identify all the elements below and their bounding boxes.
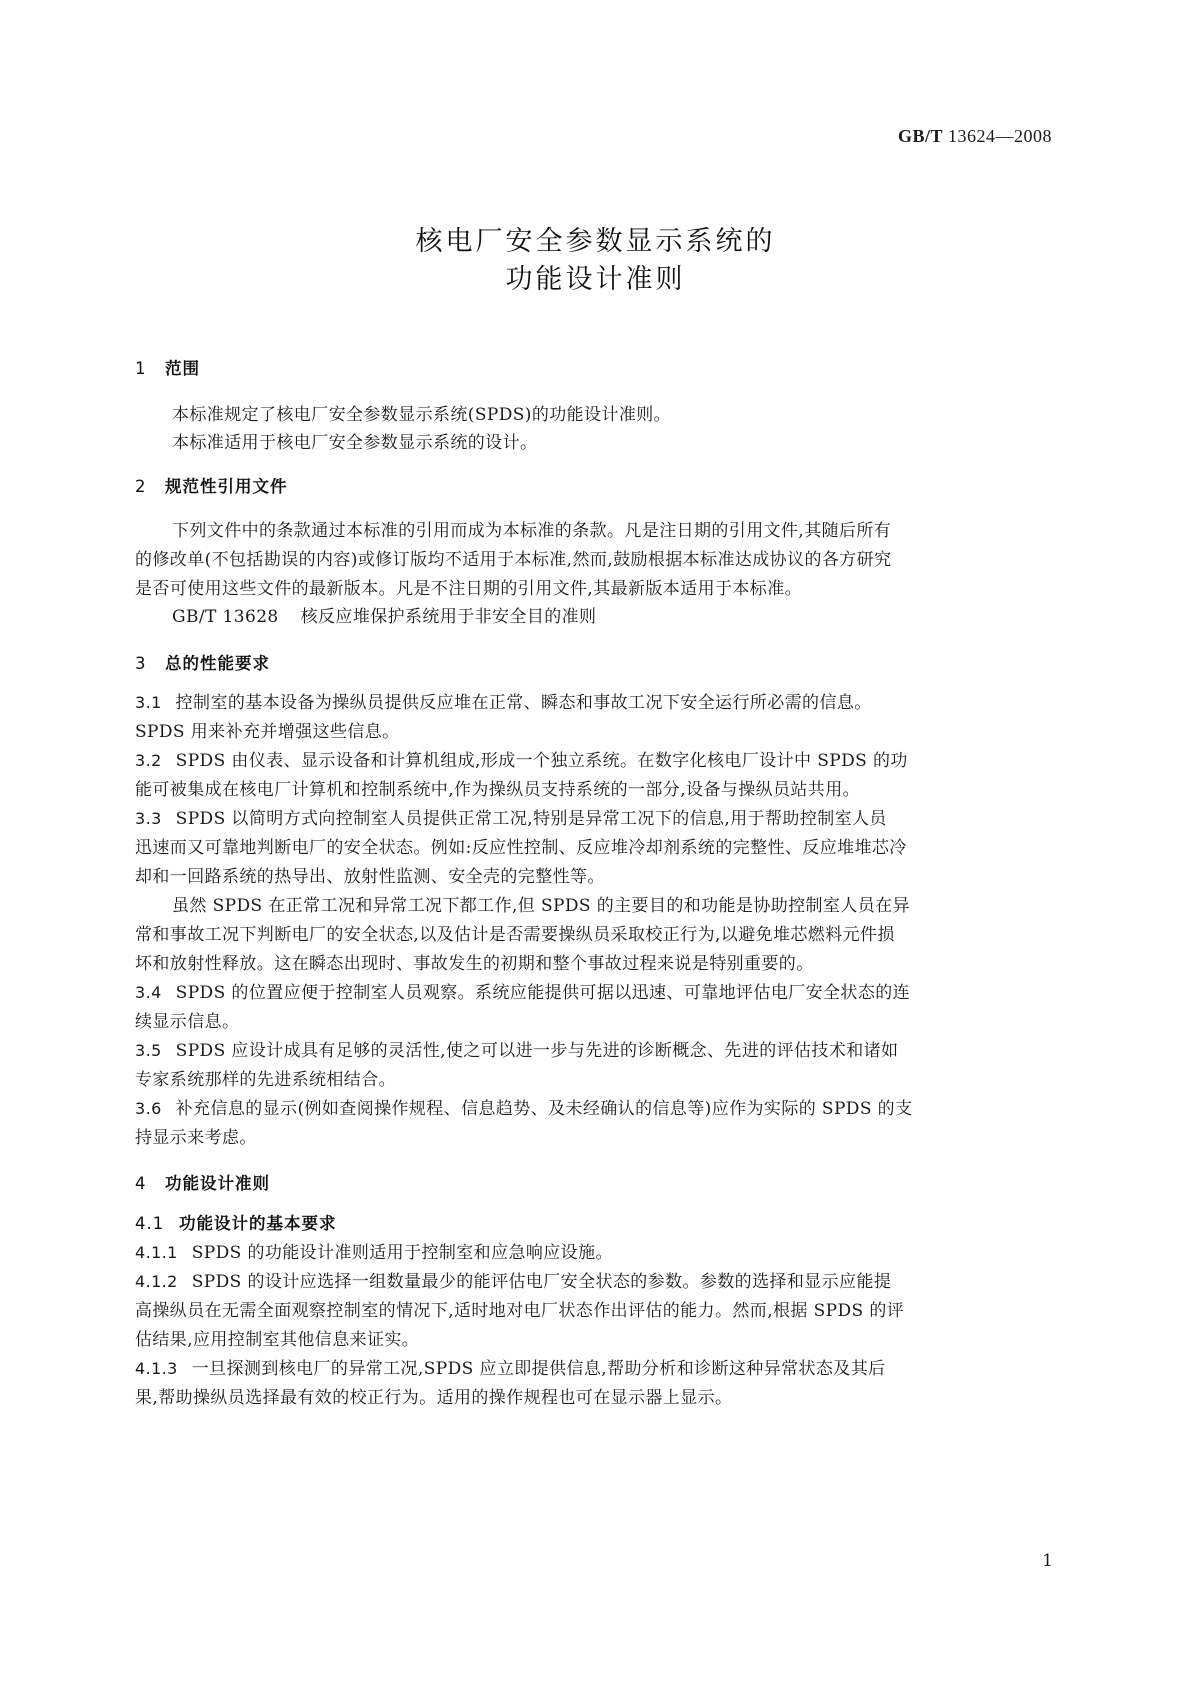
clause-4-1-2-line-3: 估结果,应用控制室其他信息来证实。 bbox=[135, 1330, 420, 1350]
standard-code: 13624—2008 bbox=[948, 126, 1052, 146]
clause-3-3-para-line-3: 坏和放射性释放。这在瞬态出现时、事故发生的初期和整个事故过程来说是特别重要的。 bbox=[135, 954, 814, 974]
clause-3-6-line-1: 3.6 补充信息的显示(例如查阅操作规程、信息趋势、及未经确认的信息等)应作为实际的 SPDS 的支 bbox=[135, 1099, 913, 1119]
section-2-line-3: 是否可使用这些文件的最新版本。凡是不注日期的引用文件,其最新版本适用于本标准。 bbox=[135, 579, 803, 599]
clause-4-1-2-line-2: 高操纵员在无需全面观察控制室的情况下,适时地对电厂状态作出评估的能力。然而,根据 SPDS 的评 bbox=[135, 1301, 905, 1321]
page-number: 1 bbox=[1042, 1551, 1053, 1571]
clause-4-1-3-line-2: 果,帮助操纵员选择最有效的校正行为。适用的操作规程也可在显示器上显示。 bbox=[135, 1388, 733, 1408]
clause-3-4-line-2: 续显示信息。 bbox=[135, 1012, 240, 1032]
section-2-line-2: 的修改单(不包括勘误的内容)或修订版均不适用于本标准,然而,鼓励根据本标准达成协议的各方研究 bbox=[135, 550, 892, 570]
section-4-heading: 4 功能设计准则 bbox=[135, 1174, 270, 1193]
section-1-line-1: 本标准规定了核电厂安全参数显示系统(SPDS)的功能设计准则。 bbox=[172, 405, 672, 425]
clause-3-2-line-2: 能可被集成在核电厂计算机和控制系统中,作为操纵员支持系统的一部分,设备与操纵员站共用。 bbox=[135, 780, 861, 800]
clause-4-1-1-line-1: 4.1.1 SPDS 的功能设计准则适用于控制室和应急响应设施。 bbox=[135, 1243, 613, 1263]
section-2-heading: 2 规范性引用文件 bbox=[135, 477, 288, 496]
clause-3-3-para-line-2: 常和事故工况下判断电厂的安全状态,以及估计是否需要操纵员采取校正行为,以避免堆芯燃料元件损 bbox=[135, 925, 895, 945]
clause-3-5-line-2: 专家系统那样的先进系统相结合。 bbox=[135, 1070, 396, 1090]
clause-3-3-line-3: 却和一回路系统的热导出、放射性监测、安全壳的完整性等。 bbox=[135, 867, 605, 887]
title-line-2: 功能设计准则 bbox=[505, 264, 686, 295]
normative-reference bbox=[172, 602, 596, 627]
section-1-heading: 1 范围 bbox=[135, 359, 200, 378]
clause-4-1-2-line-1: 4.1.2 SPDS 的设计应选择一组数量最少的能评估电厂安全状态的参数。参数的选择和显示应能提 bbox=[135, 1272, 892, 1292]
clause-4-1-3-line-1: 4.1.3 一旦探测到核电厂的异常工况,SPDS 应立即提供信息,帮助分析和诊断这种异常状态及其后 bbox=[135, 1359, 886, 1379]
clause-3-3-line-1: 3.3 SPDS 以简明方式向控制室人员提供正常工况,特别是异常工况下的信息,用于帮助控制室人员 bbox=[135, 809, 887, 829]
title-line-1: 核电厂安全参数显示系统的 bbox=[415, 226, 776, 257]
section-2-line-1: 下列文件中的条款通过本标准的引用而成为本标准的条款。凡是注日期的引用文件,其随后所有 bbox=[172, 521, 892, 541]
section-1-line-2: 本标准适用于核电厂安全参数显示系统的设计。 bbox=[172, 433, 538, 453]
clause-3-1-line-2: SPDS 用来补充并增强这些信息。 bbox=[135, 722, 400, 742]
clause-3-4-line-1: 3.4 SPDS 的位置应便于控制室人员观察。系统应能提供可据以迅速、可靠地评估电厂安全状态的连 bbox=[135, 983, 911, 1003]
clause-3-1-line-1: 3.1 控制室的基本设备为操纵员提供反应堆在正常、瞬态和事故工况下安全运行所必需的信息。 bbox=[135, 693, 872, 713]
section-3-heading: 3 总的性能要求 bbox=[135, 654, 270, 673]
clause-3-2-line-1: 3.2 SPDS 由仪表、显示设备和计算机组成,形成一个独立系统。在数字化核电厂设计中 SPDS 的功 bbox=[135, 751, 908, 771]
clause-3-3-line-2: 迅速而又可靠地判断电厂的安全状态。例如:反应性控制、反应堆冷却剂系统的完整性、反应堆堆芯冷 bbox=[135, 838, 907, 858]
clause-3-5-line-1: 3.5 SPDS 应设计成具有足够的灵活性,使之可以进一步与先进的诊断概念、先进的评估技术和诸如 bbox=[135, 1041, 899, 1061]
standard-number bbox=[898, 126, 1052, 147]
reference-code: GB/T 13628 bbox=[172, 607, 279, 627]
subsection-4-1-heading: 4.1 功能设计的基本要求 bbox=[135, 1214, 337, 1233]
reference-title: 核反应堆保护系统用于非安全目的准则 bbox=[300, 607, 597, 627]
clause-3-3-para-line-1: 虽然 SPDS 在正常工况和异常工况下都工作,但 SPDS 的主要目的和功能是协助控制室人员在异 bbox=[172, 896, 910, 916]
standard-prefix: GB/T bbox=[897, 126, 943, 146]
clause-3-6-line-2: 持显示来考虑。 bbox=[135, 1128, 257, 1148]
